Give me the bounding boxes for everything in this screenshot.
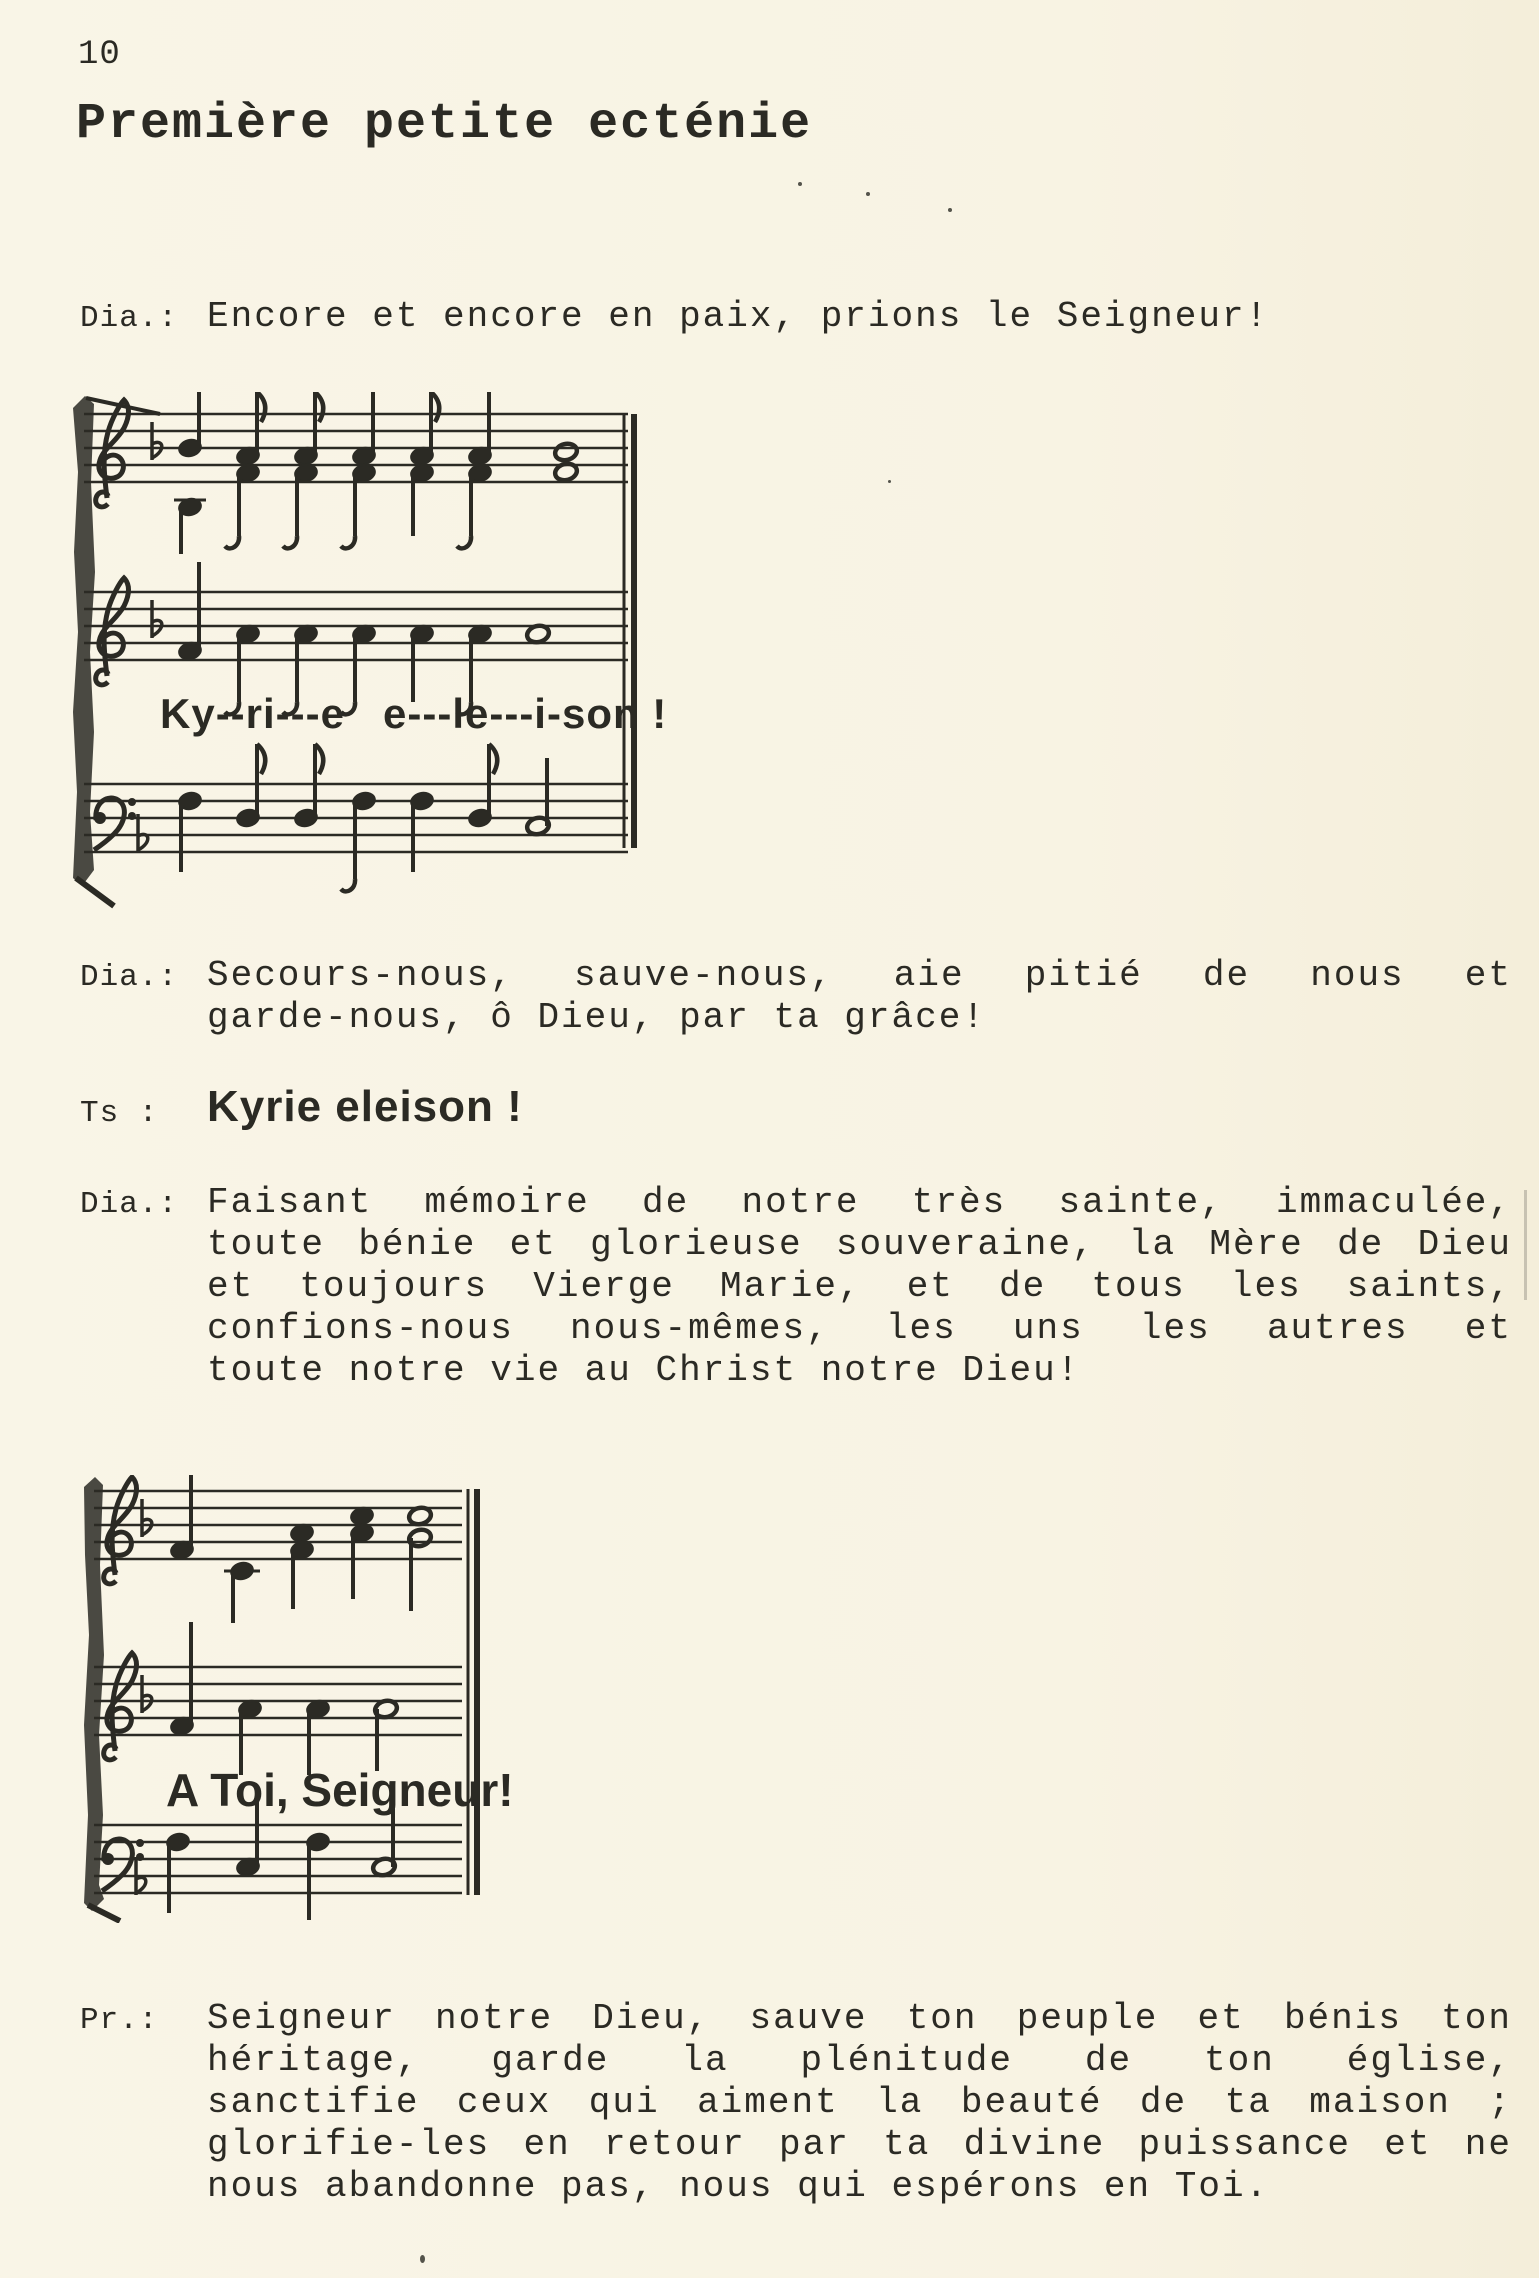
treble-clef-icon	[96, 578, 129, 685]
page-title: Première petite ecténie	[76, 96, 813, 153]
scan-smudge	[1524, 1190, 1527, 1300]
dialogue-text: Kyrie eleison !	[207, 1082, 523, 1131]
speaker-label: Dia.:	[80, 960, 179, 995]
treble-clef-icon	[104, 1653, 137, 1760]
music-score-a-toi-seigneur	[80, 1475, 514, 1923]
scan-speck	[888, 480, 891, 483]
score-lyric: Ky--ri---e e---le---i-son !	[160, 690, 668, 737]
scan-speck	[948, 208, 952, 212]
page-number: 10	[78, 36, 121, 74]
flat-sign-icon	[152, 422, 162, 460]
staff-treble-2	[94, 1622, 462, 1775]
flat-sign-icon	[138, 814, 148, 852]
staff-treble-1	[94, 1475, 462, 1623]
speaker-label: Pr.:	[80, 2003, 159, 2038]
treble-clef-icon	[104, 1477, 137, 1584]
flat-sign-icon	[142, 1675, 152, 1713]
flat-sign-icon	[142, 1499, 152, 1537]
treble-clef-icon	[96, 400, 129, 507]
scan-speck	[866, 192, 870, 196]
bass-clef-icon	[94, 798, 136, 850]
dialogue-text: Secours-nous, sauve-nous, aie pitié de nous et garde-nous, ô Dieu, par ta grâce!	[207, 955, 1512, 1038]
speaker-label: Dia.:	[80, 301, 179, 336]
flat-sign-icon	[152, 600, 162, 638]
dialogue-dia-1	[80, 296, 1512, 338]
music-score-kyrie	[68, 392, 668, 910]
scan-speck	[798, 182, 802, 186]
dialogue-text: Seigneur notre Dieu, sauve ton peuple et bénis ton héritage, garde la plénitude de ton église, sanctifie ceux qui aiment la beauté de ta maison ; glorifie-les en retour par ta divine puissance et ne nous abandonne pas, nous qui espérons en Toi.	[207, 1998, 1512, 2207]
dialogue-dia-3	[80, 1182, 1512, 1392]
speaker-label: Ts :	[80, 1096, 159, 1131]
dialogue-dia-2	[80, 955, 1512, 1039]
dialogue-ts	[80, 1082, 1512, 1131]
dialogue-text: Encore et encore en paix, prions le Seigneur!	[207, 296, 1270, 337]
dialogue-pr	[80, 1998, 1512, 2208]
staff-bass	[84, 744, 628, 891]
staff-treble-1	[84, 392, 628, 554]
speaker-label: Dia.:	[80, 1187, 179, 1222]
sheet-music-svg	[80, 1475, 492, 1923]
scan-speck	[420, 2255, 425, 2263]
dialogue-text: Faisant mémoire de notre très sainte, immaculée, toute bénie et glorieuse souveraine, la Mère de Dieu et toujours Vierge Marie, et de tous les saints, confions-nous nous-mêmes, les uns les autres et toute notre vie au Christ notre Dieu!	[207, 1182, 1512, 1391]
score-lyric: A Toi, Seigneur!	[166, 1764, 514, 1816]
system-brace	[73, 396, 95, 886]
sheet-music-svg	[68, 392, 646, 910]
